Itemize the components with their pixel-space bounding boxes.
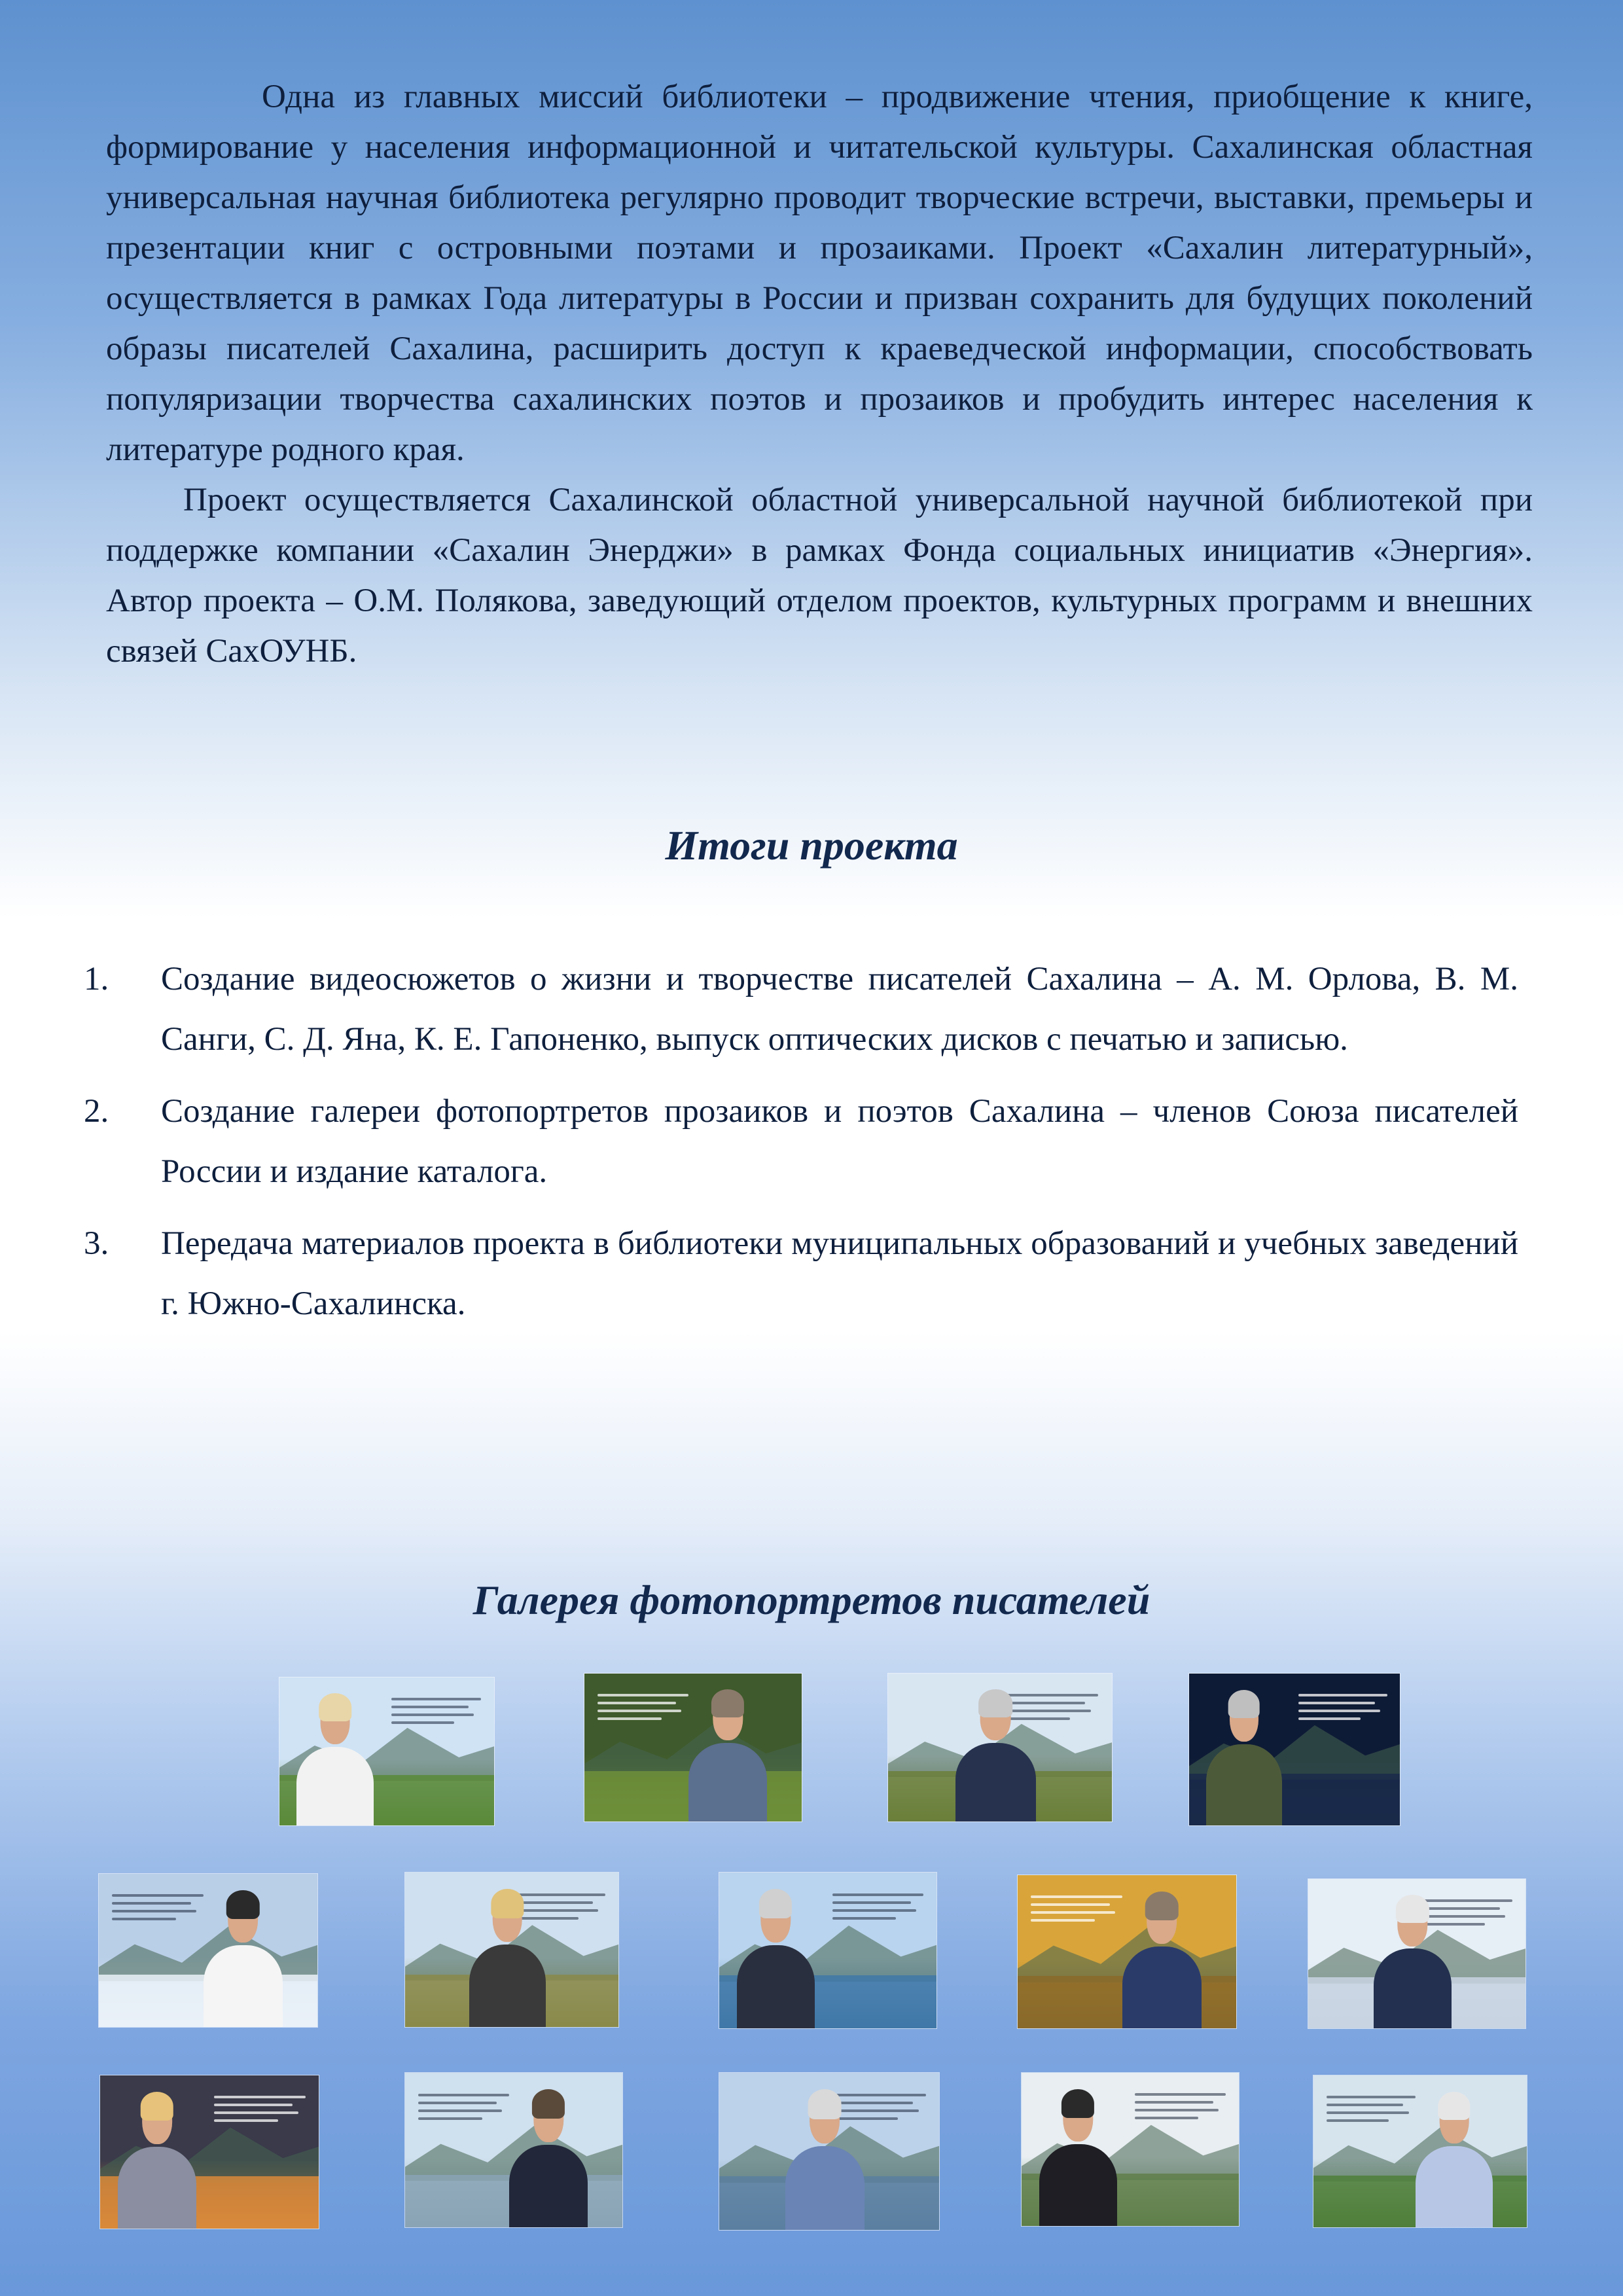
writer-portrait-photo (1017, 1874, 1237, 2029)
intro-text (106, 72, 1533, 677)
writer-portrait-photo (404, 2072, 623, 2228)
results-item-text: Создание видеосюжетов о жизни и творчестве писателей Сахалина – А. М. Орлова, В. М. Санги, С. Д. Яна, К. Е. Гапоненко, выпуск оптических дисков с печатью и записью. (161, 961, 1518, 1058)
writer-portrait-photo (404, 1872, 619, 2028)
results-item-2 (84, 1081, 1518, 1202)
writer-portrait-photo (99, 2075, 319, 2229)
writer-portrait-photo (887, 1673, 1113, 1822)
results-item-1 (84, 949, 1518, 1069)
writer-portrait-photo (584, 1673, 802, 1822)
writer-portrait-photo (1313, 2075, 1527, 2228)
gallery-title: Галерея фотопортретов писателей (473, 1577, 1150, 1623)
writer-portrait-photo (1188, 1673, 1400, 1826)
results-item-text: Создание галереи фотопортретов прозаиков и поэтов Сахалина – членов Союза писателей России и издание каталога. (161, 1093, 1518, 1190)
results-item-3 (84, 1213, 1518, 1334)
results-item-number: 2. (84, 1093, 109, 1130)
writer-portrait-photo (719, 1872, 937, 2029)
writer-portrait-photo (98, 1873, 318, 2028)
results-list (84, 949, 1518, 1346)
writer-portrait-photo (1308, 1878, 1526, 2029)
results-item-number: 1. (84, 961, 109, 997)
results-item-text: Передача материалов проекта в библиотеки муниципальных образований и учебных заведений г. Южно-Сахалинска. (161, 1225, 1518, 1322)
writer-portrait-photo (1021, 2072, 1240, 2227)
writer-portrait-photo (279, 1677, 495, 1826)
intro-paragraph-1: Одна из главных миссий библиотеки – продвижение чтения, приобщение к книге, формирование у населения информационной и читательской культуры. Сахалинская областная универсальная научная библиотека регулярно проводит творческие встречи, выставки, премьеры и презентации книг с островными поэтами и прозаиками. Проект «Сахалин литературный», осуществляется в рамках Года литературы в России и призван сохранить для будущих поколений образы писателей Сахалина, расширить доступ к краеведческой информации, способствовать популяризации творчества сахалинских поэтов и прозаиков и пробудить интерес населения к литературе родного края. (106, 79, 1533, 468)
results-title: Итоги проекта (665, 822, 958, 869)
results-item-number: 3. (84, 1225, 109, 1262)
intro-paragraph-2: Проект осуществляется Сахалинской областной универсальной научной библиотекой при поддержке компании «Сахалин Энерджи» в рамках Фонда социальных инициатив «Энергия». Автор проекта – О.М. Полякова, заведующий отделом проектов, культурных программ и внешних связей СахОУНБ. (106, 482, 1533, 670)
writer-portrait-photo (719, 2072, 940, 2231)
